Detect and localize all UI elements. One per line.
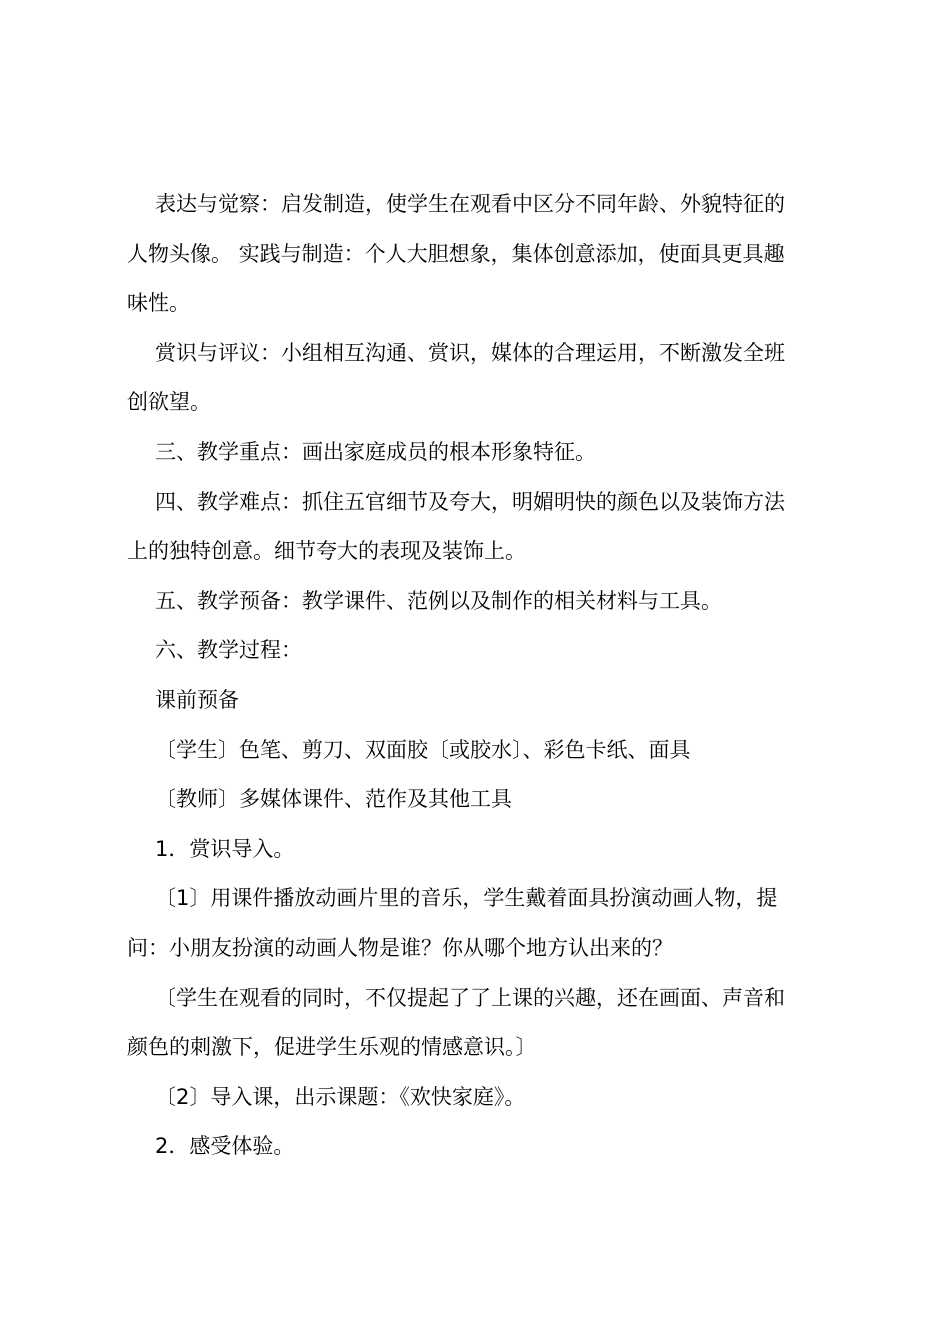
paragraph-appreciation-review: [127, 329, 832, 428]
text-line: 味性。: [127, 291, 190, 316]
text-line: 〔1〕用课件播放动画片里的音乐，学生戴着面具扮演动画人物，提: [155, 886, 778, 911]
text-line: 上的独特创意。细节夸大的表现及装饰上。: [127, 539, 526, 564]
text-line: 1．赏识导入。: [155, 836, 295, 861]
text-line: 〔2〕导入课，出示课题：《欢快家庭》。: [155, 1084, 526, 1109]
paragraph-teacher-materials: [127, 775, 832, 825]
document-body: [127, 180, 832, 1172]
text-line: 人物头像。 实践与制造：个人大胆想象，集体创意添加，使面具更具趣: [127, 241, 785, 266]
text-line: 颜色的刺激下，促进学生乐观的情感意识。〕: [127, 1035, 537, 1060]
paragraph-step-1-item-2: [127, 1073, 832, 1123]
text-line: 〔学生〕色笔、剪刀、双面胶〔或胶水〕、彩色卡纸、面具: [155, 737, 691, 762]
text-line: 六、教学过程：: [155, 638, 302, 663]
text-line: 表达与觉察：启发制造，使学生在观看中区分不同年龄、外貌特征的: [155, 192, 785, 216]
text-line: 五、教学预备：教学课件、范例以及制作的相关材料与工具。: [155, 588, 722, 613]
paragraph-step-2-heading: [127, 1122, 832, 1172]
text-line: 赏识与评议：小组相互沟通、赏识，媒体的合理运用，不断激发全班: [155, 340, 785, 365]
paragraph-teaching-focus: [127, 428, 832, 478]
text-line: 三、教学重点：画出家庭成员的根本形象特征。: [155, 439, 596, 464]
paragraph-teaching-preparation: [127, 577, 832, 627]
paragraph-teaching-difficulty: [127, 478, 832, 577]
paragraph-expression-perception: [127, 180, 832, 329]
text-line: 课前预备: [155, 687, 239, 712]
text-line: 问：小朋友扮演的动画人物是谁？你从哪个地方认出来的？: [127, 935, 673, 960]
paragraph-step-1-note: [127, 974, 832, 1073]
paragraph-pre-class-preparation: [127, 676, 832, 726]
paragraph-step-1-heading: [127, 825, 832, 875]
paragraph-step-1-item-1: [127, 874, 832, 973]
text-line: 创欲望。: [127, 390, 211, 415]
paragraph-teaching-process-heading: [127, 626, 832, 676]
text-line: 2．感受体验。: [155, 1134, 295, 1159]
text-line: 〔学生在观看的同时，不仅提起了了上课的兴趣，还在画面、声音和: [155, 985, 785, 1010]
text-line: 四、教学难点：抓住五官细节及夸大，明媚明快的颜色以及装饰方法: [155, 489, 785, 514]
paragraph-student-materials: [127, 726, 832, 776]
text-line: 〔教师〕多媒体课件、范作及其他工具: [155, 787, 512, 812]
